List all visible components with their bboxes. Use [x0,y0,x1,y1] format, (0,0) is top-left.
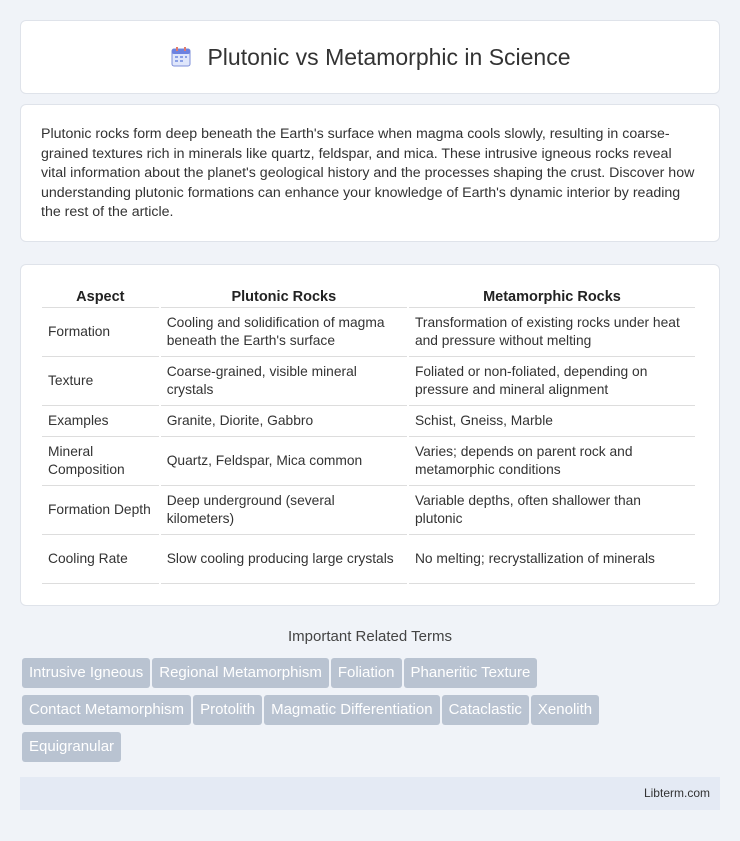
row-aspect: Examples [42,406,159,437]
related-terms-title: Important Related Terms [288,628,452,645]
term-tag[interactable]: Protolith [193,695,262,725]
row-metamorphic: Varies; depends on parent rock and metamorphic conditions [409,437,695,486]
row-plutonic: Deep underground (several kilometers) [161,486,407,535]
term-tag[interactable]: Regional Metamorphism [152,658,329,688]
table-row [42,486,695,535]
row-plutonic: Granite, Diorite, Gabbro [161,406,407,437]
term-tag[interactable]: Intrusive Igneous [22,658,150,688]
term-tag[interactable]: Magmatic Differentiation [264,695,439,725]
table-header-row [42,285,695,308]
row-plutonic: Cooling and solidification of magma beneath the Earth's surface [161,308,407,357]
term-tag[interactable]: Xenolith [531,695,599,725]
row-aspect: Texture [42,357,159,406]
row-plutonic: Slow cooling producing large crystals [161,535,407,584]
row-aspect: Formation Depth [42,486,159,535]
row-aspect: Mineral Composition [42,437,159,486]
intro-card [20,104,720,242]
term-tag[interactable]: Phaneritic Texture [404,658,538,688]
intro-text: Plutonic rocks form deep beneath the Earth's surface when magma cools slowly, resulting in coarse-grained textures rich in minerals like quartz, feldspar, and mica. These intrusive igneous rocks reveal vital information about the planet's geological history and the processes shaping the crust. Discover how understanding plutonic formations can enhance your knowledge of Earth's dynamic interior by reading the rest of the article. [41,126,695,221]
row-metamorphic: Schist, Gneiss, Marble [409,406,695,437]
related-terms-list [22,658,722,769]
table-row [42,437,695,486]
page-title: Plutonic vs Metamorphic in Science [207,43,571,70]
calendar-icon [169,45,193,69]
header-plutonic: Plutonic Rocks [161,285,407,308]
header-metamorphic: Metamorphic Rocks [409,285,695,308]
table-row [42,406,695,437]
row-metamorphic: Variable depths, often shallower than plutonic [409,486,695,535]
row-aspect: Cooling Rate [42,535,159,584]
header-card [20,20,720,94]
row-plutonic: Quartz, Feldspar, Mica common [161,437,407,486]
table-row [42,308,695,357]
row-metamorphic: Foliated or non-foliated, depending on pressure and mineral alignment [409,357,695,406]
row-metamorphic: No melting; recrystallization of minerals [409,535,695,584]
term-tag[interactable]: Cataclastic [442,695,529,725]
term-tag[interactable]: Foliation [331,658,402,688]
term-tag[interactable]: Contact Metamorphism [22,695,191,725]
footer-link[interactable]: Libterm.com [643,786,710,800]
row-aspect: Formation [42,308,159,357]
table-row [42,535,695,584]
row-metamorphic: Transformation of existing rocks under heat and pressure without melting [409,308,695,357]
comparison-table [40,285,697,584]
header-aspect: Aspect [42,285,159,308]
term-tag[interactable]: Equigranular [22,732,121,762]
footer [20,777,720,810]
comparison-table-card [20,264,720,606]
table-row [42,357,695,406]
row-plutonic: Coarse-grained, visible mineral crystals [161,357,407,406]
